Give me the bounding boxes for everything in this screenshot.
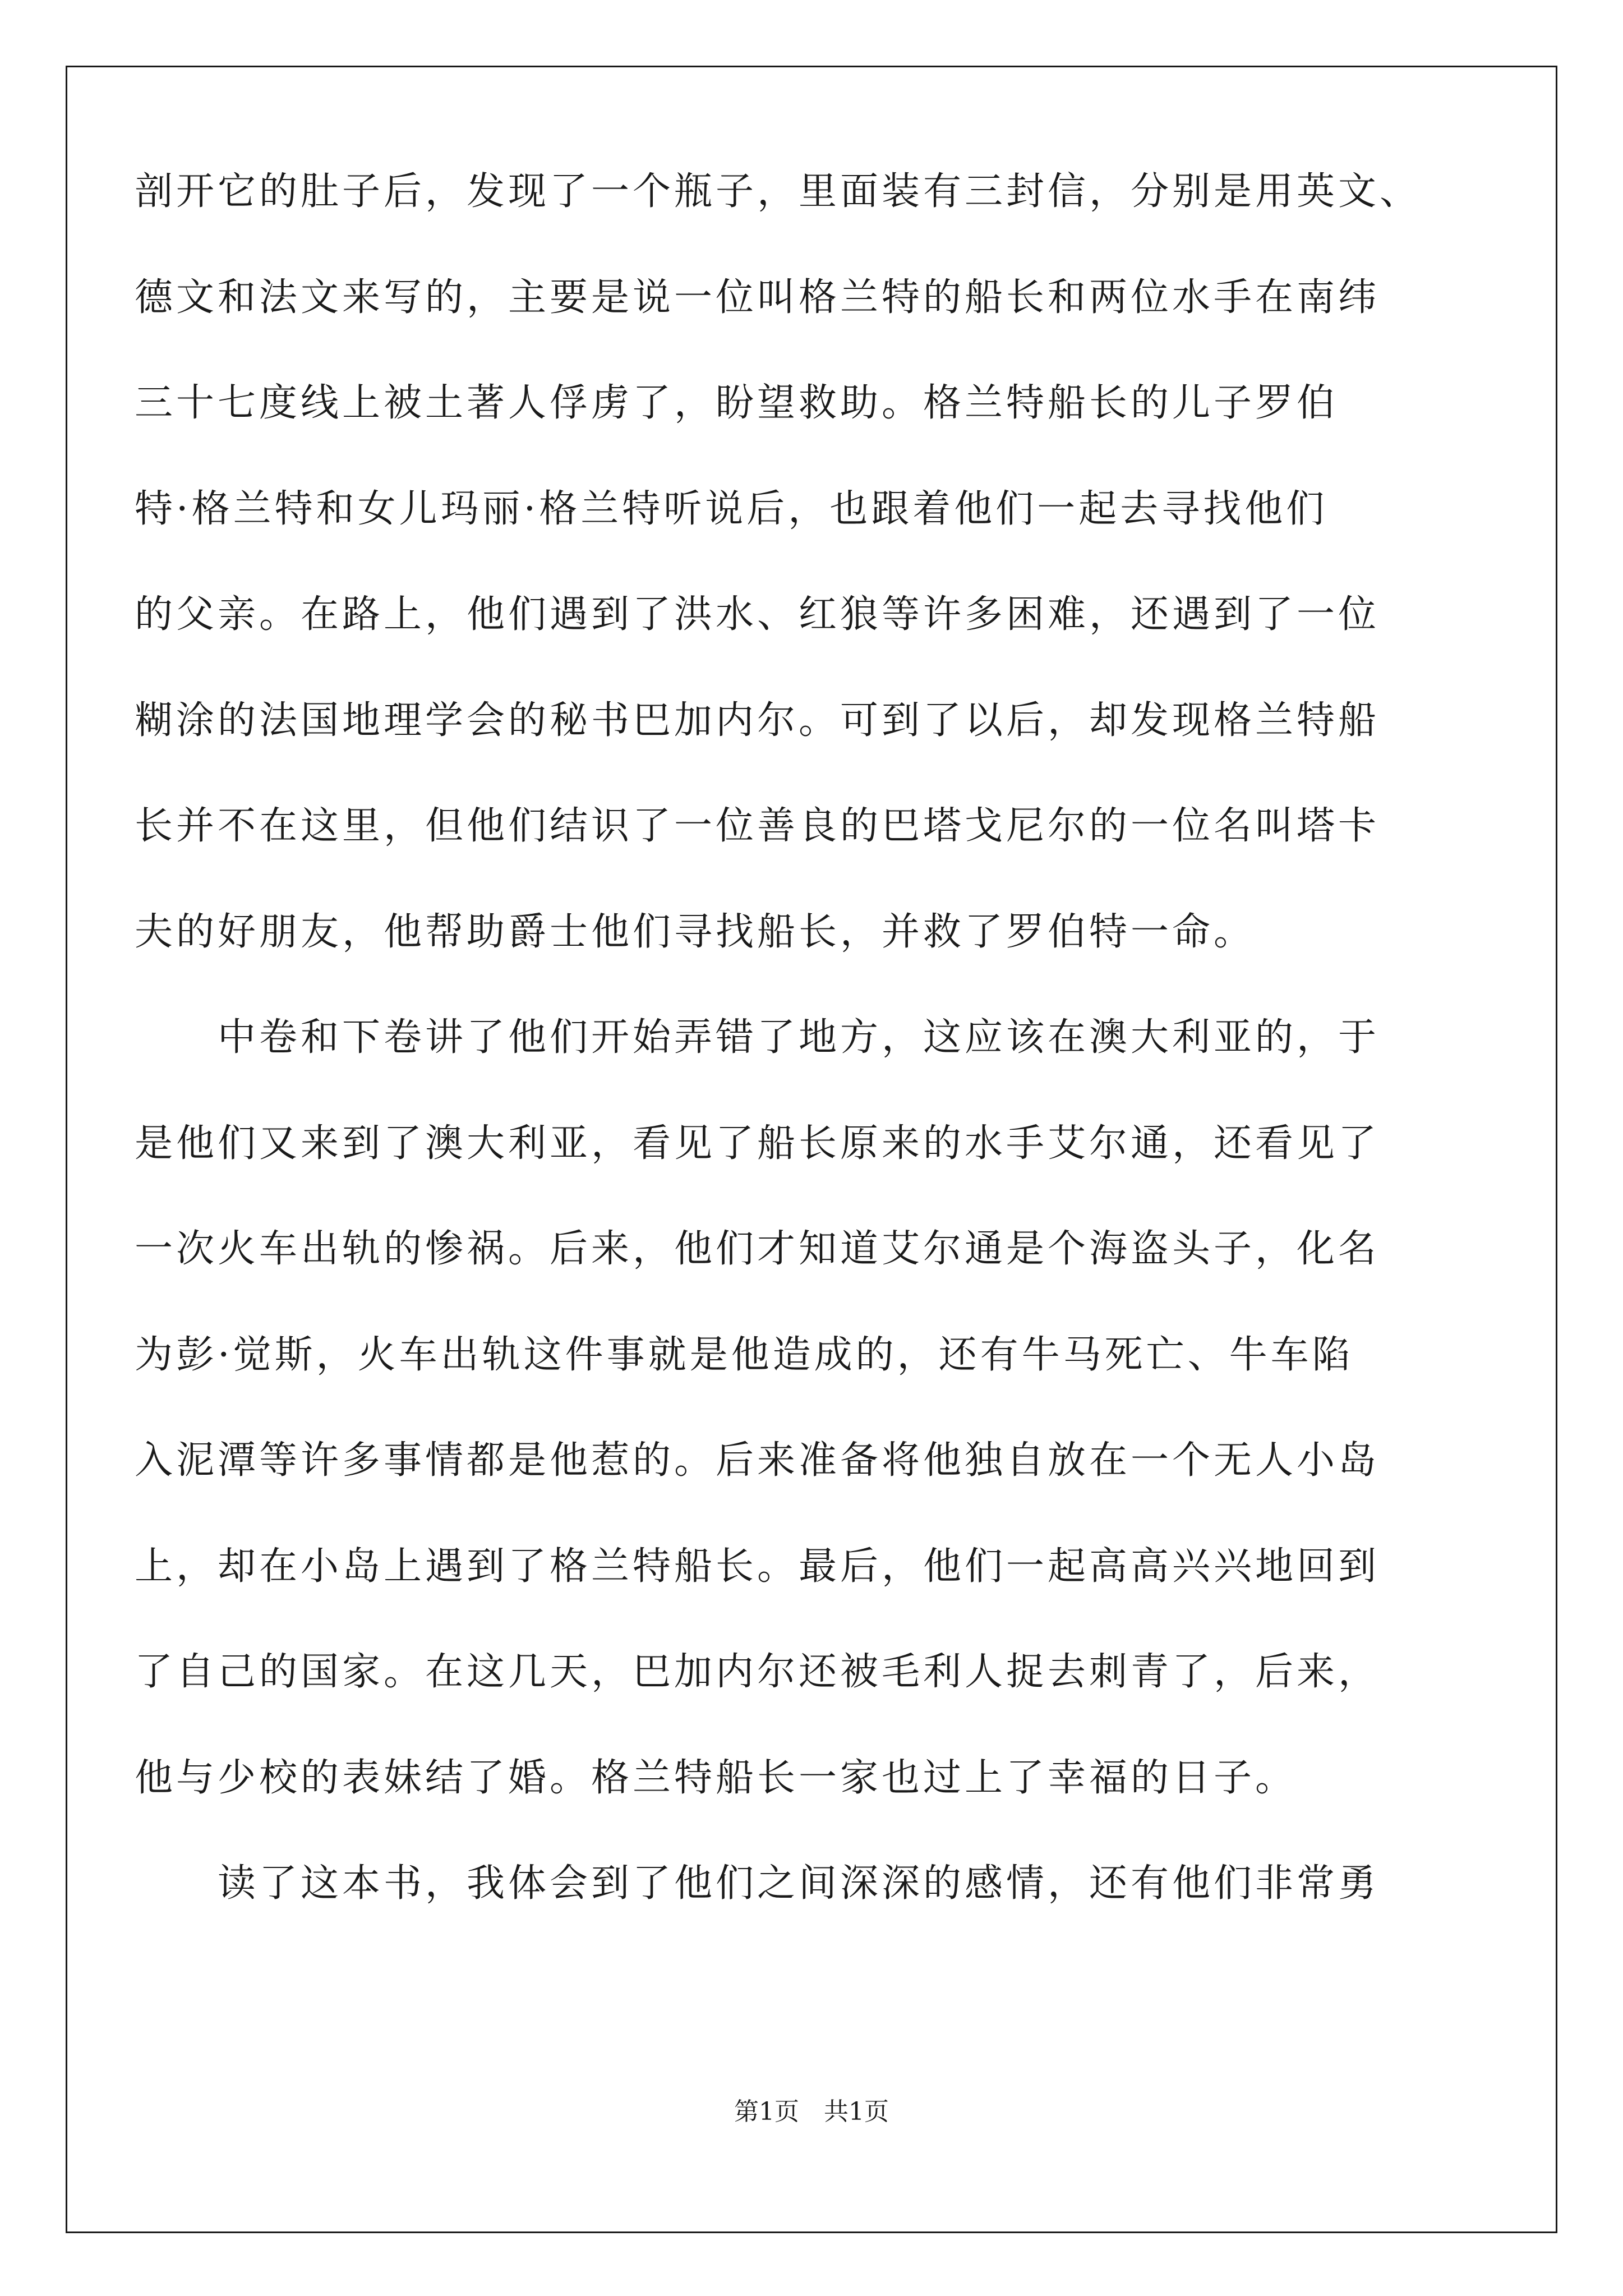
page-number-footer: 第1页 共1页 bbox=[734, 2097, 889, 2126]
text-line: 上，却在小岛上遇到了格兰特船长。最后，他们一起高高兴兴地回到 bbox=[135, 1544, 1380, 1589]
text-line: 中卷和下卷讲了他们开始弄错了地方，这应该在澳大利亚的，于 bbox=[218, 1015, 1380, 1060]
text-line: 夫的好朋友，他帮助爵士他们寻找船长，并救了罗伯特一命。 bbox=[135, 909, 1256, 954]
text-line: 的父亲。在路上，他们遇到了洪水、红狼等许多困难，还遇到了一位 bbox=[135, 592, 1380, 637]
text-line: 长并不在这里，但他们结识了一位善良的巴塔戈尼尔的一位名叫塔卡 bbox=[135, 804, 1380, 848]
text-line: 剖开它的肚子后，发现了一个瓶子，里面装有三封信，分别是用英文、 bbox=[135, 169, 1422, 214]
text-line: 他与少校的表妹结了婚。格兰特船长一家也过上了幸福的日子。 bbox=[135, 1755, 1297, 1800]
text-line: 了自己的国家。在这几天，巴加内尔还被毛利人捉去刺青了，后来， bbox=[135, 1650, 1380, 1694]
text-line: 是他们又来到了澳大利亚，看见了船长原来的水手艾尔通，还看见了 bbox=[135, 1121, 1380, 1166]
text-line: 糊涂的法国地理学会的秘书巴加内尔。可到了以后，却发现格兰特船 bbox=[135, 698, 1380, 743]
document-body bbox=[135, 139, 1492, 1937]
text-line: 一次火车出轨的惨祸。后来，他们才知道艾尔通是个海盗头子，化名 bbox=[135, 1227, 1380, 1271]
paragraph-2 bbox=[135, 985, 1492, 1831]
text-line: 为彭·觉斯，火车出轨这件事就是他造成的，还有牛马死亡、牛车陷 bbox=[135, 1332, 1354, 1377]
text-line: 德文和法文来写的，主要是说一位叫格兰特的船长和两位水手在南纬 bbox=[135, 275, 1380, 320]
paragraph-1 bbox=[135, 139, 1492, 985]
text-line: 特·格兰特和女儿玛丽·格兰特听说后，也跟着他们一起去寻找他们 bbox=[135, 486, 1328, 531]
text-line: 读了这本书，我体会到了他们之间深深的感情，还有他们非常勇 bbox=[218, 1861, 1380, 1906]
text-line: 三十七度线上被土著人俘虏了，盼望救助。格兰特船长的儿子罗伯 bbox=[135, 381, 1339, 425]
paragraph-3 bbox=[135, 1831, 1492, 1937]
text-line: 入泥潭等许多事情都是他惹的。后来准备将他独自放在一个无人小岛 bbox=[135, 1438, 1380, 1483]
